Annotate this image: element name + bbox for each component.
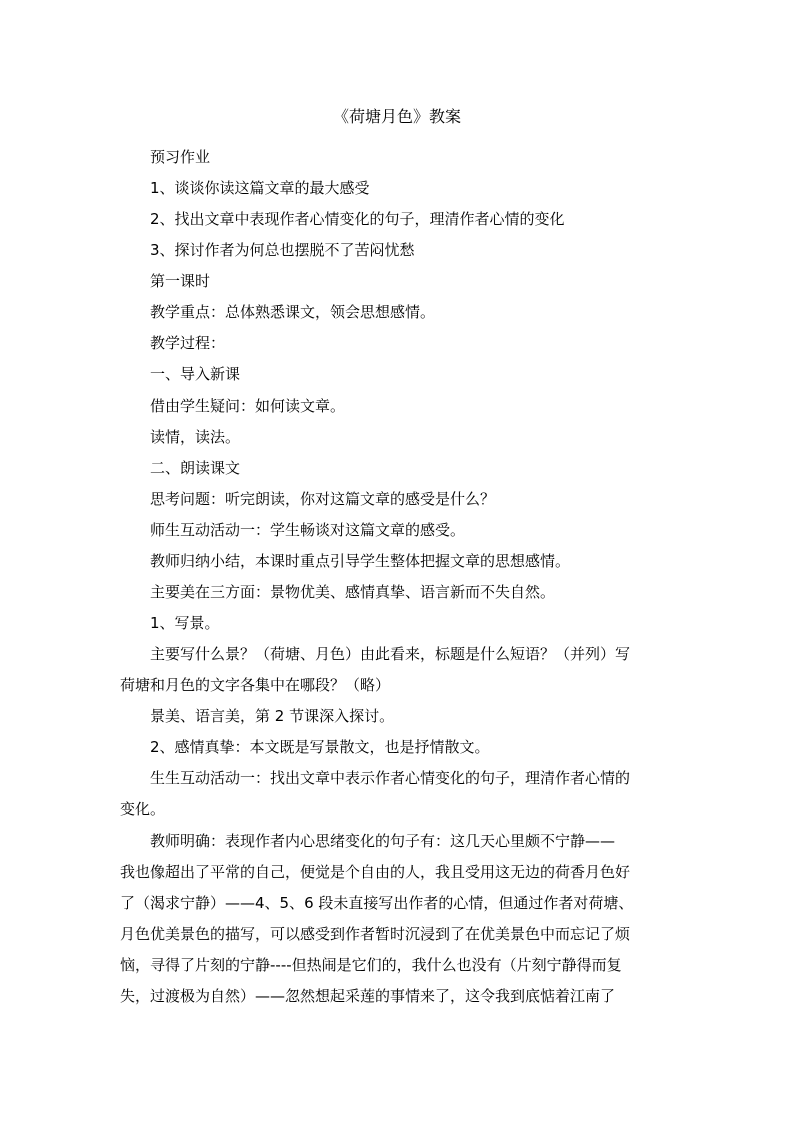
homework-item-2: 2、找出文章中表现作者心情变化的句子，理清作者心情的变化 bbox=[150, 210, 565, 228]
paragraph-line: 师生互动活动一：学生畅谈对这篇文章的感受。 bbox=[150, 521, 466, 539]
paragraph-line: 荷塘和月色的文字各集中在哪段？（略） bbox=[120, 676, 391, 694]
section-heading-first-lesson: 第一课时 bbox=[150, 272, 211, 290]
paragraph-line: 恼，寻得了片刻的宁静----但热闹是它们的，我什么也没有（片刻宁静得而复 bbox=[120, 956, 622, 974]
teaching-focus: 教学重点：总体熟悉课文，领会思想感情。 bbox=[150, 303, 436, 321]
paragraph-line: 变化。 bbox=[120, 800, 166, 818]
step-heading-reading: 二、朗读课文 bbox=[150, 459, 241, 477]
paragraph-line: 教师明确：表现作者内心思绪变化的句子有：这几天心里颇不宁静—— bbox=[150, 832, 616, 850]
paragraph-line: 失，过渡极为自然）——忽然想起采莲的事情来了，这令我到底惦着江南了 bbox=[120, 987, 616, 1005]
paragraph-line: 读情，读法。 bbox=[150, 428, 241, 446]
paragraph-line: 主要美在三方面：景物优美、感情真挚、语言新而不失自然。 bbox=[150, 583, 556, 601]
paragraph-line: 主要写什么景？（荷塘、月色）由此看来，标题是什么短语？（并列）写 bbox=[150, 645, 631, 663]
homework-item-1: 1、谈谈你读这篇文章的最大感受 bbox=[150, 179, 370, 197]
paragraph-line: 教师归纳小结，本课时重点引导学生整体把握文章的思想感情。 bbox=[150, 552, 571, 570]
paragraph-line: 月色优美景色的描写，可以感受到作者暂时沉浸到了在优美景色中而忘记了烦 bbox=[120, 925, 631, 943]
teaching-process-heading: 教学过程： bbox=[150, 334, 226, 352]
paragraph-line: 借由学生疑问：如何读文章。 bbox=[150, 397, 346, 415]
paragraph-line: 思考问题：听完朗读，你对这篇文章的感受是什么？ bbox=[150, 490, 496, 508]
homework-item-3: 3、探讨作者为何总也摆脱不了苦闷忧愁 bbox=[150, 241, 415, 259]
document-title: 《荷塘月色》教案 bbox=[332, 107, 461, 126]
subsection-heading-scenery: 1、写景。 bbox=[150, 614, 220, 632]
paragraph-line: 景美、语言美，第 2 节课深入探讨。 bbox=[150, 707, 395, 725]
paragraph-line: 生生互动活动一：找出文章中表示作者心情变化的句子，理清作者心情的 bbox=[150, 769, 631, 787]
section-heading-preview-homework: 预习作业 bbox=[150, 148, 211, 166]
paragraph-line: 我也像超出了平常的自己，便觉是个自由的人，我且受用这无边的荷香月色好 bbox=[120, 863, 631, 881]
step-heading-introduction: 一、导入新课 bbox=[150, 365, 241, 383]
subsection-heading-emotion: 2、感情真挚：本文既是写景散文，也是抒情散文。 bbox=[150, 738, 490, 756]
paragraph-line: 了（渴求宁静）——4、5、6 段未直接写出作者的心情，但通过作者对荷塘、 bbox=[120, 894, 634, 912]
